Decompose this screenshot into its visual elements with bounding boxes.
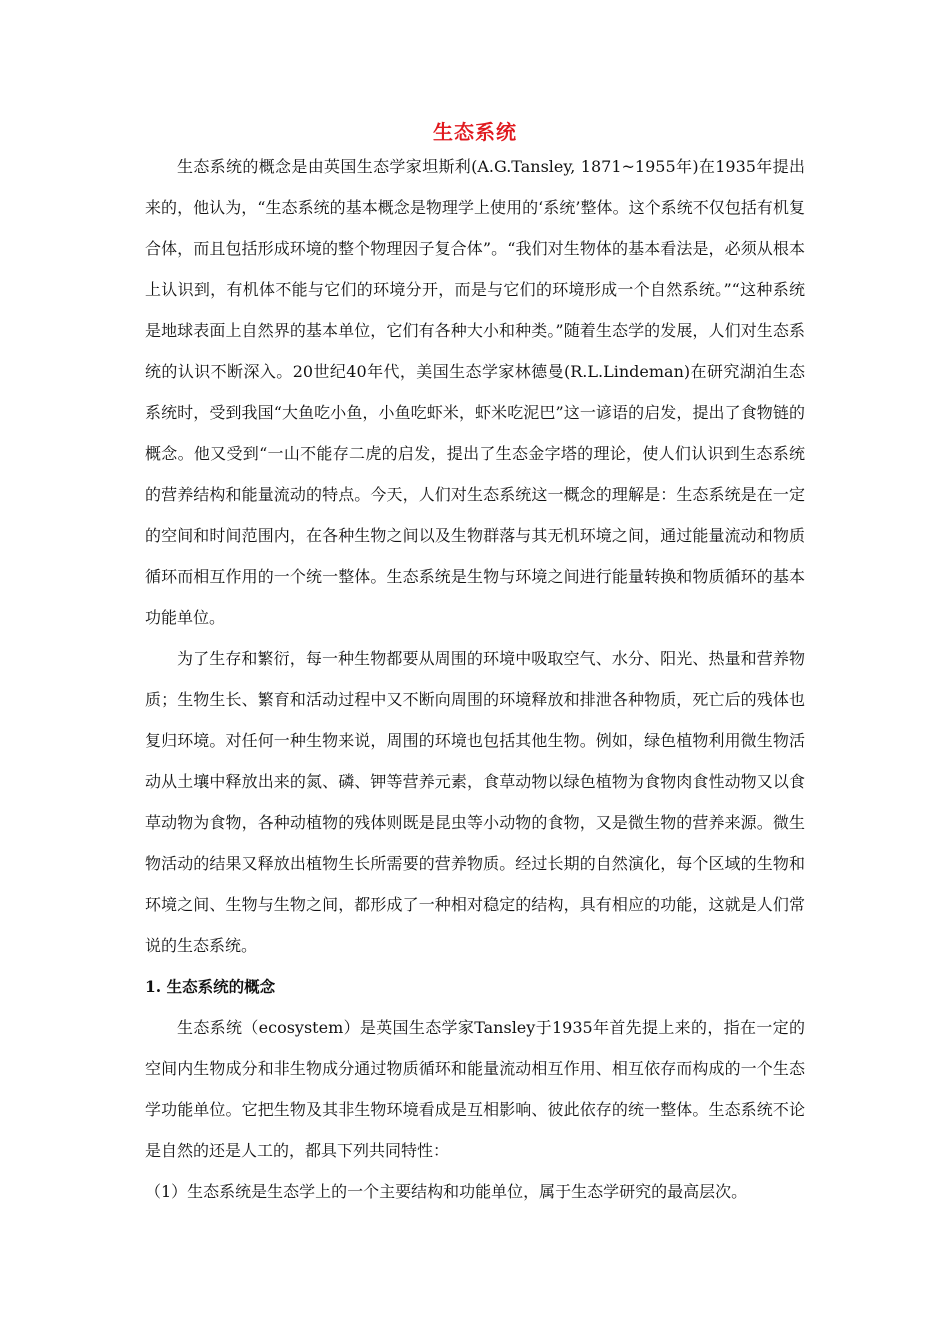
section-heading: 1. 生态系统的概念 xyxy=(145,977,276,996)
section-paragraph: 生态系统（ecosystem）是英国生态学家Tansley于1935年首先提上来的，指在一定的空间内生物成分和非生物成分通过物质循环和能量流动相互作用、相互依存而构成的一个生态学功能单位。它把生物及其非生物环境看成是互相影响、彼此依存的统一整体。生态系统不论是自然的还是人工的，都具下列共同特性： xyxy=(145,1018,805,1160)
list-item: （1）生态系统是生态学上的一个主要结构和功能单位，属于生态学研究的最高层次。 xyxy=(145,1182,748,1201)
document-title: 生态系统 xyxy=(433,120,517,144)
document-page xyxy=(145,118,805,1212)
body-paragraph: 为了生存和繁衍，每一种生物都要从周围的环境中吸取空气、水分、阳光、热量和营养物质；生物生长、繁育和活动过程中又不断向周围的环境释放和排泄各种物质，死亡后的残体也复归环境。对任何一种生物来说，周围的环境也包括其他生物。例如，绿色植物利用微生物活动从土壤中释放出来的氮、磷、钾等营养元素，食草动物以绿色植物为食物肉食性动物又以食草动物为食物，各种动植物的残体则既是昆虫等小动物的食物，又是微生物的营养来源。微生物活动的结果又释放出植物生长所需要的营养物质。经过长期的自然演化，每个区域的生物和环境之间、生物与生物之间，都形成了一种相对稳定的结构，具有相应的功能，这就是人们常说的生态系统。 xyxy=(145,649,805,955)
intro-paragraph: 生态系统的概念是由英国生态学家坦斯利(A.G.Tansley, 1871~1955年)在1935年提出来的，他认为，“生态系统的基本概念是物理学上使用的‘系统’整体。这个系统不仅包括有机复合体，而且包括形成环境的整个物理因子复合体”。“我们对生物体的基本看法是，必须从根本上认识到，有机体不能与它们的环境分开，而是与它们的环境形成一个自然系统。”“这种系统是地球表面上自然界的基本单位，它们有各种大小和种类。”随着生态学的发展，人们对生态系统的认识不断深入。20世纪40年代，美国生态学家林德曼(R.L.Lindeman)在研究湖泊生态系统时，受到我国“大鱼吃小鱼，小鱼吃虾米，虾米吃泥巴”这一谚语的启发，提出了食物链的概念。他又受到“一山不能存二虎的启发，提出了生态金字塔的理论，使人们认识到生态系统的营养结构和能量流动的特点。今天，人们对生态系统这一概念的理解是：生态系统是在一定的空间和时间范围内，在各种生物之间以及生物群落与其无机环境之间，通过能量流动和物质循环而相互作用的一个统一整体。生态系统是生物与环境之间进行能量转换和物质循环的基本功能单位。 xyxy=(145,157,805,627)
